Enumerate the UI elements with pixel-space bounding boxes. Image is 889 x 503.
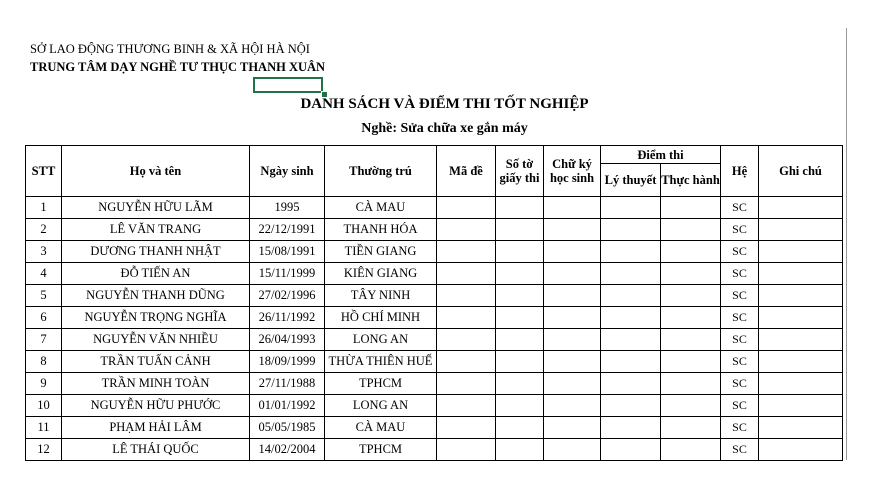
cell-signature[interactable] — [544, 285, 601, 307]
cell-name[interactable]: NGUYỄN HỮU LÃM — [62, 197, 250, 219]
cell-signature[interactable] — [544, 395, 601, 417]
cell-exam-code[interactable] — [437, 197, 496, 219]
cell-exam-code[interactable] — [437, 417, 496, 439]
cell-dob[interactable]: 26/11/1992 — [250, 307, 325, 329]
cell-theory[interactable] — [601, 285, 661, 307]
cell-theory[interactable] — [601, 263, 661, 285]
cell-dob[interactable]: 15/08/1991 — [250, 241, 325, 263]
cell-address[interactable]: HỒ CHÍ MINH — [325, 307, 437, 329]
table-body — [26, 197, 843, 461]
cell-exam-code[interactable] — [437, 285, 496, 307]
cell-exam-code[interactable] — [437, 307, 496, 329]
cell-system[interactable]: SC — [721, 395, 759, 417]
col-header-address: Thường trú — [325, 146, 437, 197]
cell-practice[interactable] — [661, 373, 721, 395]
cell-name[interactable]: PHẠM HẢI LÂM — [62, 417, 250, 439]
cell-dob[interactable]: 26/04/1993 — [250, 329, 325, 351]
cell-note[interactable] — [759, 417, 843, 439]
cell-practice[interactable] — [661, 439, 721, 461]
table-row — [26, 307, 843, 329]
col-header-stt: STT — [26, 146, 62, 197]
cell-practice[interactable] — [661, 351, 721, 373]
cell-system[interactable]: SC — [721, 307, 759, 329]
cell-theory[interactable] — [601, 439, 661, 461]
cell-practice[interactable] — [661, 285, 721, 307]
cell-name[interactable]: ĐỖ TIẾN AN — [62, 263, 250, 285]
cell-theory[interactable] — [601, 351, 661, 373]
col-header-sheets: Số tờ giấy thi — [496, 146, 544, 197]
cell-note[interactable] — [759, 241, 843, 263]
cell-name[interactable]: NGUYỄN VĂN NHIỀU — [62, 329, 250, 351]
cell-signature[interactable] — [544, 263, 601, 285]
sheet-right-border — [846, 28, 847, 460]
cell-dob[interactable]: 27/02/1996 — [250, 285, 325, 307]
cell-address[interactable]: KIÊN GIANG — [325, 263, 437, 285]
col-header-name: Họ và tên — [62, 146, 250, 197]
cell-stt[interactable]: 3 — [26, 241, 62, 263]
cell-name[interactable]: NGUYỄN THANH DŨNG — [62, 285, 250, 307]
cell-address[interactable]: TÂY NINH — [325, 285, 437, 307]
cell-signature[interactable] — [544, 417, 601, 439]
cell-exam-code[interactable] — [437, 439, 496, 461]
cell-practice[interactable] — [661, 219, 721, 241]
cell-theory[interactable] — [601, 241, 661, 263]
cell-dob[interactable]: 01/01/1992 — [250, 395, 325, 417]
table-row — [26, 439, 843, 461]
cell-theory[interactable] — [601, 329, 661, 351]
cell-practice[interactable] — [661, 395, 721, 417]
cell-theory[interactable] — [601, 395, 661, 417]
cell-note[interactable] — [759, 395, 843, 417]
cell-sheets[interactable] — [496, 395, 544, 417]
cell-signature[interactable] — [544, 197, 601, 219]
cell-name[interactable]: TRẦN TUẤN CẢNH — [62, 351, 250, 373]
cell-dob[interactable]: 14/02/2004 — [250, 439, 325, 461]
cell-name[interactable]: LÊ THÁI QUỐC — [62, 439, 250, 461]
cell-exam-code[interactable] — [437, 373, 496, 395]
cell-address[interactable]: LONG AN — [325, 395, 437, 417]
col-header-theory: Lý thuyết — [601, 164, 661, 197]
col-header-signature: Chữ ký học sinh — [544, 146, 601, 197]
col-header-note: Ghi chú — [759, 146, 843, 197]
cell-sheets[interactable] — [496, 219, 544, 241]
cell-dob[interactable]: 05/05/1985 — [250, 417, 325, 439]
selected-cell[interactable] — [253, 77, 323, 93]
cell-note[interactable] — [759, 219, 843, 241]
col-header-exam-code: Mã đề — [437, 146, 496, 197]
cell-theory[interactable] — [601, 417, 661, 439]
cell-signature[interactable] — [544, 373, 601, 395]
cell-note[interactable] — [759, 373, 843, 395]
cell-system[interactable]: SC — [721, 439, 759, 461]
cell-address[interactable]: THỪA THIÊN HUẾ — [325, 351, 437, 373]
cell-system[interactable]: SC — [721, 241, 759, 263]
cell-system[interactable]: SC — [721, 285, 759, 307]
cell-stt[interactable]: 12 — [26, 439, 62, 461]
cell-stt[interactable]: 11 — [26, 417, 62, 439]
table-row — [26, 241, 843, 263]
cell-system[interactable]: SC — [721, 197, 759, 219]
cell-sheets[interactable] — [496, 417, 544, 439]
cell-exam-code[interactable] — [437, 219, 496, 241]
cell-note[interactable] — [759, 197, 843, 219]
cell-theory[interactable] — [601, 219, 661, 241]
cell-exam-code[interactable] — [437, 351, 496, 373]
cell-exam-code[interactable] — [437, 241, 496, 263]
cell-note[interactable] — [759, 263, 843, 285]
cell-theory[interactable] — [601, 197, 661, 219]
cell-note[interactable] — [759, 307, 843, 329]
center-name: TRUNG TÂM DẠY NGHỀ TƯ THỤC THANH XUÂN — [30, 60, 326, 74]
cell-system[interactable]: SC — [721, 219, 759, 241]
cell-system[interactable]: SC — [721, 351, 759, 373]
col-header-practice: Thực hành — [661, 164, 721, 197]
cell-dob[interactable]: 15/11/1999 — [250, 263, 325, 285]
cell-note[interactable] — [759, 329, 843, 351]
table-row — [26, 329, 843, 351]
cell-sheets[interactable] — [496, 285, 544, 307]
cell-signature[interactable] — [544, 329, 601, 351]
cell-practice[interactable] — [661, 241, 721, 263]
table-row — [26, 197, 843, 219]
cell-sheets[interactable] — [496, 329, 544, 351]
cell-stt[interactable]: 2 — [26, 219, 62, 241]
cell-stt[interactable]: 10 — [26, 395, 62, 417]
cell-note[interactable] — [759, 439, 843, 461]
cell-signature[interactable] — [544, 439, 601, 461]
cell-exam-code[interactable] — [437, 329, 496, 351]
table-row — [26, 219, 843, 241]
table-row — [26, 373, 843, 395]
cell-address[interactable]: CÀ MAU — [325, 417, 437, 439]
table-row — [26, 395, 843, 417]
cell-exam-code[interactable] — [437, 263, 496, 285]
cell-signature[interactable] — [544, 241, 601, 263]
cell-stt[interactable]: 6 — [26, 307, 62, 329]
col-header-dob: Ngày sinh — [250, 146, 325, 197]
cell-stt[interactable]: 4 — [26, 263, 62, 285]
cell-address[interactable]: THANH HÓA — [325, 219, 437, 241]
cell-name[interactable]: LÊ VĂN TRANG — [62, 219, 250, 241]
cell-practice[interactable] — [661, 417, 721, 439]
cell-signature[interactable] — [544, 351, 601, 373]
table-row — [26, 263, 843, 285]
cell-theory[interactable] — [601, 307, 661, 329]
cell-stt[interactable]: 9 — [26, 373, 62, 395]
cell-name[interactable]: TRẦN MINH TOÀN — [62, 373, 250, 395]
cell-practice[interactable] — [661, 263, 721, 285]
cell-sheets[interactable] — [496, 241, 544, 263]
cell-address[interactable]: CÀ MAU — [325, 197, 437, 219]
cell-name[interactable]: NGUYỄN TRỌNG NGHĨA — [62, 307, 250, 329]
cell-name[interactable]: NGUYỄN HỮU PHƯỚC — [62, 395, 250, 417]
cell-dob[interactable]: 22/12/1991 — [250, 219, 325, 241]
student-table — [25, 145, 843, 461]
page-subtitle: Nghề: Sửa chữa xe gắn máy — [361, 121, 528, 136]
cell-system[interactable]: SC — [721, 373, 759, 395]
cell-dob[interactable]: 27/11/1988 — [250, 373, 325, 395]
cell-signature[interactable] — [544, 219, 601, 241]
cell-sheets[interactable] — [496, 197, 544, 219]
col-header-system: Hệ — [721, 146, 759, 197]
cell-note[interactable] — [759, 351, 843, 373]
cell-note[interactable] — [759, 285, 843, 307]
cell-address[interactable]: TPHCM — [325, 373, 437, 395]
cell-theory[interactable] — [601, 373, 661, 395]
cell-address[interactable]: TPHCM — [325, 439, 437, 461]
cell-sheets[interactable] — [496, 373, 544, 395]
cell-address[interactable]: LONG AN — [325, 329, 437, 351]
cell-signature[interactable] — [544, 307, 601, 329]
page-title: DANH SÁCH VÀ ĐIỂM THI TỐT NGHIỆP — [300, 96, 589, 112]
cell-system[interactable]: SC — [721, 329, 759, 351]
cell-sheets[interactable] — [496, 263, 544, 285]
table-row — [26, 285, 843, 307]
cell-practice[interactable] — [661, 307, 721, 329]
cell-sheets[interactable] — [496, 307, 544, 329]
cell-sheets[interactable] — [496, 351, 544, 373]
cell-stt[interactable]: 7 — [26, 329, 62, 351]
cell-system[interactable]: SC — [721, 263, 759, 285]
cell-system[interactable]: SC — [721, 417, 759, 439]
cell-stt[interactable]: 1 — [26, 197, 62, 219]
cell-sheets[interactable] — [496, 439, 544, 461]
table-row — [26, 417, 843, 439]
cell-name[interactable]: DƯƠNG THANH NHẬT — [62, 241, 250, 263]
table-row — [26, 351, 843, 373]
cell-exam-code[interactable] — [437, 395, 496, 417]
cell-practice[interactable] — [661, 329, 721, 351]
col-header-scores: Điểm thi — [601, 146, 721, 164]
cell-stt[interactable]: 8 — [26, 351, 62, 373]
cell-dob[interactable]: 18/09/1999 — [250, 351, 325, 373]
cell-stt[interactable]: 5 — [26, 285, 62, 307]
cell-practice[interactable] — [661, 197, 721, 219]
department-name: SỞ LAO ĐỘNG THƯƠNG BINH & XÃ HỘI HÀ NỘI — [30, 42, 310, 56]
cell-dob[interactable]: 1995 — [250, 197, 325, 219]
cell-address[interactable]: TIỀN GIANG — [325, 241, 437, 263]
